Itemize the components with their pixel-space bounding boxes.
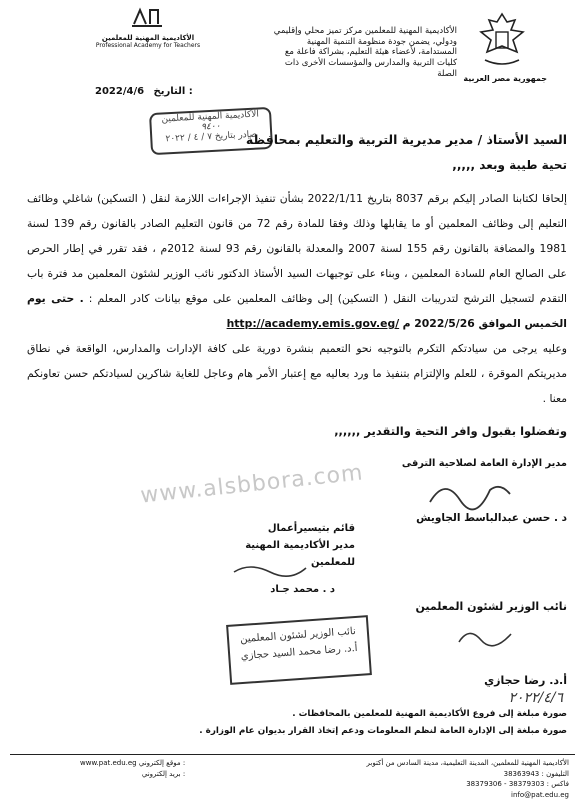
greeting: تحية طيبة وبعد ,,,,, (452, 158, 567, 172)
academy-name-block (88, 34, 208, 50)
footer-site-label: موقع إلكتروني : (138, 759, 186, 767)
stamp-2-line-2: أ.د. رضا محمد السيد حجازي (240, 642, 358, 663)
date-line (95, 86, 193, 97)
paragraph-1: إلحاقا لكتابنا الصادر إليكم برقم 8037 بتاريخ 2022/1/11 بشأن تنفيذ الإجراءات اللازمة لنقل ( التسكين) شاغلي وظائف التعليم إلى وظائف المعلمين أو ما يقابلها وذلك وفقا للمادة رقم 72 من قانون التعليم الصادر بالقانون رقم 139 لسنة 1981 والمضافة بالقانون رقم 155 لسنة 2007 والمعدلة بالقانون رقم 93 لسنة 2012م ، فقد تقرر في إطار الحرص على الصالح العام للسادة المعلمين ، وبناء على توجيهات السيد الأستاذ الدكتور نائب الوزير لشئون المعلمين مد فترة باب التقدم لتسجيل الترشح لتدريبات النقل ( التسكين) إلى وظائف المعلمين على موقع بيانات كادر المعلم : (27, 192, 568, 305)
footer-address: الأكاديمية المهنية للمعلمين، المدينة التعليمية، مدينة السادس من أكتوبر (366, 759, 569, 767)
footer-site[interactable]: www.pat.edu.eg (80, 759, 137, 767)
signature-2-title-2: مدير الأكاديمية المهنية للمعلمين (245, 540, 355, 568)
date-label: التاريخ : (153, 86, 193, 97)
footer-contact (367, 758, 569, 800)
signature-2-mark-icon (230, 558, 310, 586)
footer-mail-label: بريد إلكتروني : (141, 769, 186, 778)
egypt-emblem-icon (467, 8, 537, 72)
deadline-text: . حتى يوم الخميس الموافق 2022/5/26 م (27, 292, 567, 330)
stamp-2-line-1: نائب الوزير لشئون المعلمين (239, 626, 357, 646)
signature-1-name: د . حسن عبدالباسط الجاويش (416, 512, 567, 524)
signature-1-title: مدير الإدارة العامة لصلاحية الترقى (401, 458, 567, 469)
footer-phone: التليفون : 38363943 (503, 769, 569, 778)
signature-1-mark-icon (425, 472, 515, 516)
cc-block (199, 706, 567, 740)
academy-description: الأكاديمية المهنية للمعلمين مركز تميز محلي وإقليمي ودولي، يضمن جودة منظومة التنمية المهنية المستدامة، لأعضاء هيئة التعليم، بشراكة فاعلة مع كليات التربية والمدارس والمؤسسات الأخرى ذات الصلة (273, 26, 457, 79)
paragraph-2: وعليه يرجى من سيادتكم التكرم بالتوجيه نحو التعميم بنشرة دورية على كافة الإدارات والمدارس، الواقعة في نطاق مديريتكم الموقرة ، للعلم والإلتزام بتنفيذ ما ورد بعاليه مع إعتبار الأمر هام وعاجل للغاية شاكرين لسيادتكم حسن تعاونكم معنا . (27, 342, 567, 405)
footer-web (80, 758, 185, 779)
registration-url[interactable]: http://academy.emis.gov.eg/ (226, 317, 400, 330)
letter-body (27, 186, 567, 411)
academy-name-en: Professional Academy for Teachers (95, 42, 201, 50)
cc-line-1: صورة مبلغة إلى فروع الأكاديمية المهنية للمعلمين بالمحافظات . (292, 709, 567, 719)
deputy-minister-stamp (226, 615, 372, 685)
footer-fax: فاكس : 38379303 - 38379306 (466, 780, 569, 788)
signature-3-name: أ.د. رضا حجازي (484, 674, 567, 687)
cc-line-2: صورة مبلغة إلى الإدارة العامة لنظم المعلومات ودعم إتخاذ القرار بديوان عام الوزارة . (199, 726, 567, 736)
signature-3-title: نائب الوزير لشئون المعلمين (415, 600, 567, 613)
academy-logo-icon (130, 4, 164, 28)
signature-3-mark-icon (455, 622, 515, 654)
academy-name-ar: الأكاديمية المهنية للمعلمين (101, 34, 195, 42)
outgoing-stamp (149, 107, 273, 155)
handwritten-date: ٢٠٢٢/٤/٦ (508, 690, 563, 706)
country-name: جمهورية مصر العربية (463, 74, 547, 83)
footer-email[interactable]: info@pat.edu.eg (511, 790, 569, 799)
recipient-line: السيد الأستاذ / مدير مديرية التربية والتعليم بمحافظة (245, 132, 567, 147)
signature-2-name: د . محمد جـاد (270, 584, 335, 595)
footer-divider (10, 754, 575, 755)
stamp-line-3: صادر بتاريخ ٧ / ٤ / ٢٠٢٢ (165, 129, 258, 145)
date-value: 2022/4/6 (95, 86, 145, 97)
closing-line: وتفضلوا بقبول وافر التحية والتقدير ,,,,,, (334, 424, 567, 438)
signature-2-title-1: قائم بتيسيرأعمال (267, 523, 355, 534)
watermark: www.alsbbora.com (139, 460, 365, 509)
stamp-line-1: الأكاديمية المهنية للمعلمين (161, 109, 260, 125)
stamp-line-2: ٩٤٠٠ (200, 121, 221, 133)
